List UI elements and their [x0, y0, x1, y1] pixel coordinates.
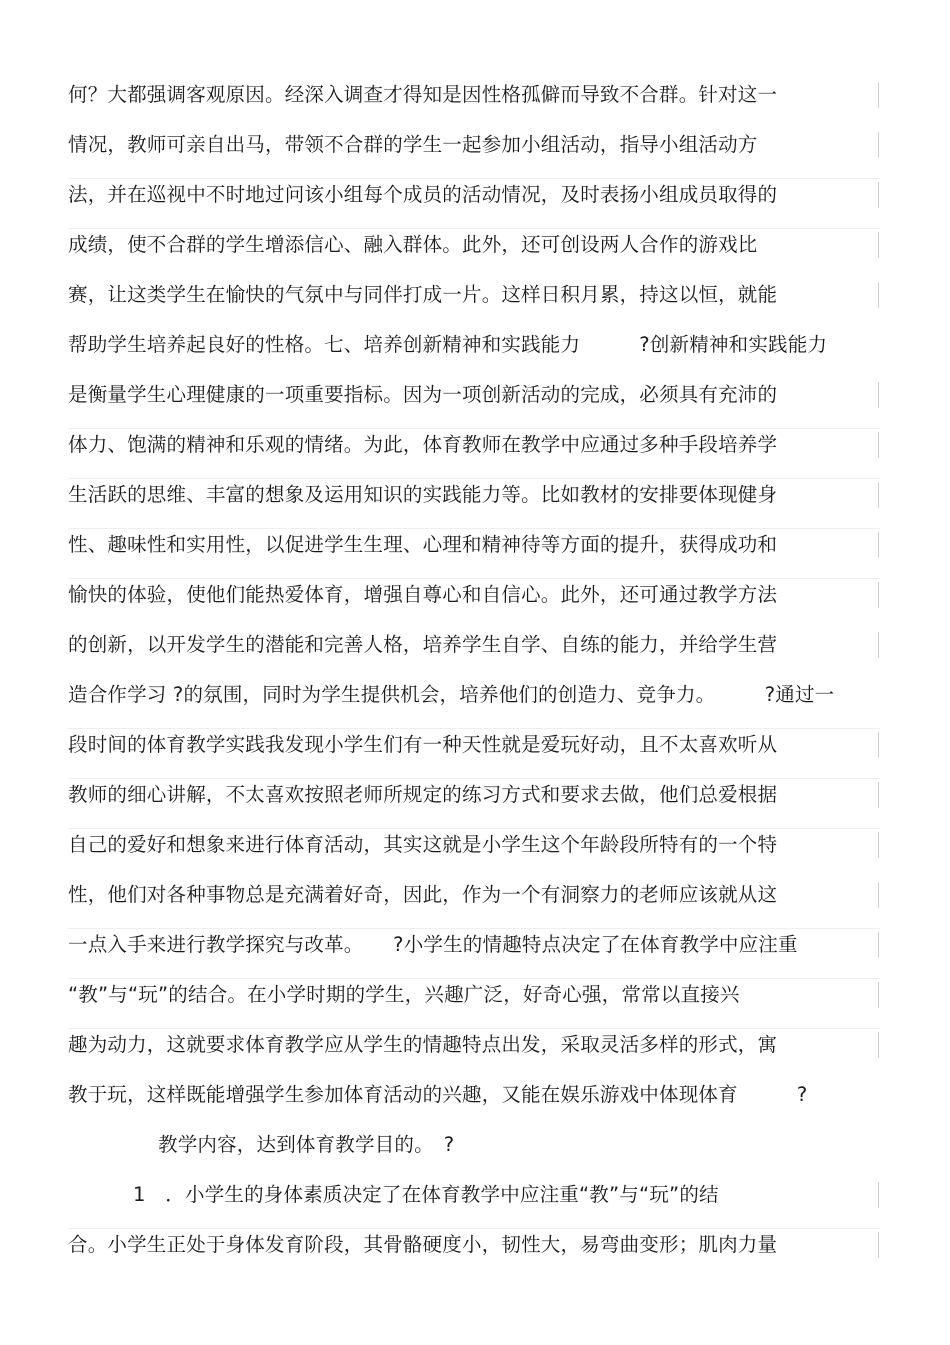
text-line: 1 ．小学生的身体素质决定了在体育教学中应注重“教”与“玩”的结 — [133, 1183, 719, 1206]
scan-artifact-tick — [878, 82, 879, 108]
text-line: 教学内容，达到体育教学目的。 ? — [158, 1133, 455, 1156]
text-line: 帮助学生培养起良好的性格。七、培养创新精神和实践能力 ?创新精神和实践能力 — [68, 333, 828, 356]
text-line: 生活跃的思维、丰富的想象及运用知识的实践能力等。比如教材的安排要体现健身 — [68, 483, 778, 506]
text-line: 趣为动力，这就要求体育教学应从学生的情趣特点出发，采取灵活多样的形式，寓 — [68, 1033, 778, 1056]
scan-artifact-tick — [878, 732, 879, 758]
scan-artifact-rule — [68, 928, 880, 929]
scan-artifact-tick — [878, 382, 879, 408]
scan-artifact-rule — [68, 528, 880, 529]
scan-artifact-tick — [878, 1232, 879, 1258]
scan-artifact-tick — [878, 882, 879, 908]
scan-artifact-tick — [878, 632, 879, 658]
scan-artifact-tick — [878, 982, 879, 1008]
text-line: 造合作学习 ?的氛围，同时为学生提供机会，培养他们的创造力、竞争力。 ?通过一 — [68, 683, 835, 706]
scan-artifact-rule — [68, 428, 880, 429]
text-line: 合。小学生正处于身体发育阶段，其骨骼硬度小，韧性大，易弯曲变形；肌肉力量 — [68, 1233, 778, 1256]
text-line: 赛，让这类学生在愉快的气氛中与同伴打成一片。这样日积月累，持这以恒，就能 — [68, 283, 778, 306]
text-line: 是衡量学生心理健康的一项重要指标。因为一项创新活动的完成，必须具有充沛的 — [68, 383, 778, 406]
scan-artifact-rule — [68, 828, 880, 829]
scan-artifact-tick — [878, 432, 879, 458]
scan-artifact-tick — [878, 132, 879, 158]
scan-artifact-rule — [68, 1028, 880, 1029]
scan-artifact-rule — [68, 478, 880, 479]
scan-artifact-tick — [878, 1032, 879, 1058]
text-line: 教师的细心讲解，不太喜欢按照老师所规定的练习方式和要求去做，他们总爱根据 — [68, 783, 778, 806]
text-line: 段时间的体育教学实践我发现小学生们有一种天性就是爱玩好动，且不太喜欢听从 — [68, 733, 778, 756]
scan-artifact-rule — [68, 978, 880, 979]
text-line: 性，他们对各种事物总是充满着好奇，因此，作为一个有洞察力的老师应该就从这 — [68, 883, 778, 906]
scan-artifact-tick — [878, 1182, 879, 1208]
scan-artifact-tick — [878, 582, 879, 608]
text-line: 一点入手来进行教学探究与改革。 ?小学生的情趣特点决定了在体育教学中应注重 — [68, 933, 798, 956]
scan-artifact-rule — [68, 778, 880, 779]
text-line: 何？大都强调客观原因。经深入调查才得知是因性格孤僻而导致不合群。针对这一 — [68, 83, 778, 106]
scan-artifact-rule — [68, 228, 880, 229]
scan-artifact-tick — [878, 532, 879, 558]
text-line: “教”与“玩”的结合。在小学时期的学生，兴趣广泛，好奇心强，常常以直接兴 — [68, 983, 740, 1006]
scan-artifact-rule — [68, 1228, 880, 1229]
scan-artifact-tick — [878, 182, 879, 208]
scan-artifact-rule — [68, 728, 880, 729]
scan-artifact-tick — [878, 482, 879, 508]
text-line: 体力、饱满的精神和乐观的情绪。为此，体育教师在教学中应通过多种手段培养学 — [68, 433, 778, 456]
text-line: 自己的爱好和想象来进行体育活动，其实这就是小学生这个年龄段所特有的一个特 — [68, 833, 778, 856]
scan-artifact-tick — [878, 282, 879, 308]
text-line: 愉快的体验，使他们能热爱体育，增强自尊心和自信心。此外，还可通过教学方法 — [68, 583, 778, 606]
text-line: 成绩，使不合群的学生增添信心、融入群体。此外，还可创设两人合作的游戏比 — [68, 233, 758, 256]
text-line: 法，并在巡视中不时地过问该小组每个成员的活动情况，及时表扬小组成员取得的 — [68, 183, 778, 206]
text-line: 的创新，以开发学生的潜能和完善人格，培养学生自学、自练的能力，并给学生营 — [68, 633, 778, 656]
text-line: 教于玩，这样既能增强学生参加体育活动的兴趣，又能在娱乐游戏中体现体育 ? — [68, 1083, 808, 1106]
text-line: 情况，教师可亲自出马，带领不合群的学生一起参加小组活动，指导小组活动方 — [68, 133, 758, 156]
scan-artifact-rule — [68, 178, 880, 179]
scan-artifact-tick — [878, 232, 879, 258]
scan-artifact-tick — [878, 932, 879, 958]
scan-artifact-tick — [878, 782, 879, 808]
scan-artifact-tick — [878, 832, 879, 858]
text-line: 性、趣味性和实用性，以促进学生生理、心理和精神待等方面的提升，获得成功和 — [68, 533, 778, 556]
scan-artifact-rule — [68, 578, 880, 579]
